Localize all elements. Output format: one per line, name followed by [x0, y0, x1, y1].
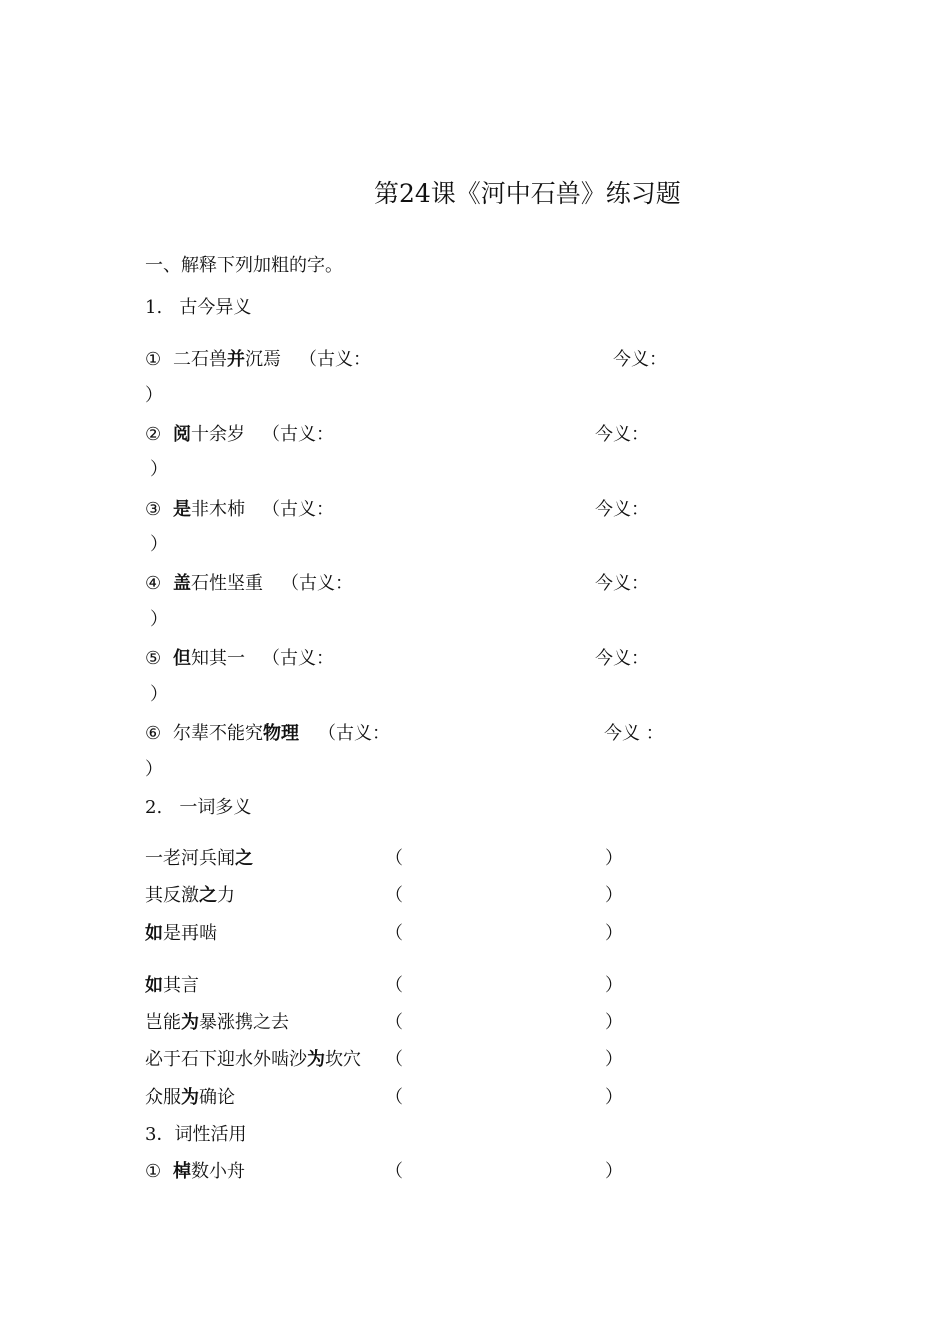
open-paren: （ [385, 885, 403, 906]
bold-char: 之 [235, 848, 253, 869]
close-paren: ） [605, 885, 623, 906]
modern-meaning-label: 今义： [595, 499, 649, 520]
close-paren: ） [605, 1087, 623, 1108]
modern-meaning-label: 今义： [595, 648, 649, 669]
close-paren: ） [605, 1049, 623, 1070]
item-phrase: 尔辈不能究物理 [173, 723, 299, 744]
polysemy-phrase: 众服为确论 [145, 1087, 235, 1108]
item-phrase: 但知其一 [173, 648, 245, 669]
bold-char: 并 [227, 349, 245, 370]
bold-char: 为 [181, 1087, 199, 1108]
close-paren: ） [605, 923, 623, 944]
bold-char: 是 [173, 499, 191, 520]
bold-char: 为 [181, 1012, 199, 1033]
open-paren: （ [385, 975, 403, 996]
bold-char: 但 [173, 648, 191, 669]
section-heading: 一、解释下列加粗的字。 [145, 255, 343, 276]
polysemy-phrase: 其反激之力 [145, 885, 235, 906]
part-heading-ancient-modern: 1. 古今异义 [145, 297, 252, 318]
ancient-meaning-label: （古义： [262, 499, 334, 520]
close-paren: ） [145, 759, 163, 780]
ancient-meaning-label: （古义： [262, 424, 334, 445]
close-paren: ） [150, 684, 168, 705]
item-phrase: 是非木杮 [173, 499, 245, 520]
item-num: ② [145, 424, 162, 445]
open-paren: （ [385, 848, 403, 869]
bold-char: 盖 [173, 573, 191, 594]
polysemy-phrase: 如其言 [145, 975, 199, 996]
close-paren: ） [605, 975, 623, 996]
close-paren: ） [150, 459, 168, 480]
ancient-meaning-label: （古义： [281, 573, 353, 594]
open-paren: （ [385, 1161, 403, 1182]
polysemy-phrase: 一老河兵闻之 [145, 848, 253, 869]
close-paren: ） [145, 385, 163, 406]
ancient-meaning-label: （古义： [318, 723, 390, 744]
item-phrase: 二石兽并沉焉 [173, 349, 281, 370]
part-heading-polysemy: 2. 一词多义 [145, 797, 252, 818]
item-phrase: 盖石性坚重 [173, 573, 263, 594]
open-paren: （ [385, 1049, 403, 1070]
close-paren: ） [605, 848, 623, 869]
item-num: ⑥ [145, 723, 162, 744]
item-num: ⑤ [145, 648, 162, 669]
modern-meaning-label: 今义： [595, 424, 649, 445]
modern-meaning-label: 今义 ： [604, 723, 664, 744]
polysemy-phrase: 必于石下迎水外啮沙为坎穴 [145, 1049, 361, 1070]
close-paren: ） [605, 1161, 623, 1182]
ancient-meaning-label: （古义： [262, 648, 334, 669]
bold-char: 如 [145, 923, 163, 944]
item-num: ① [145, 349, 162, 370]
close-paren: ） [605, 1012, 623, 1033]
bold-char: 棹 [173, 1161, 191, 1182]
page-title: 第24课《河中石兽》练习题 [374, 179, 681, 208]
word-class-phrase: 棹数小舟 [173, 1161, 245, 1182]
modern-meaning-label: 今义： [613, 349, 667, 370]
open-paren: （ [385, 923, 403, 944]
item-phrase: 阅十余岁 [173, 424, 245, 445]
bold-char: 如 [145, 975, 163, 996]
bold-char: 之 [199, 885, 217, 906]
modern-meaning-label: 今义： [595, 573, 649, 594]
open-paren: （ [385, 1012, 403, 1033]
open-paren: （ [385, 1087, 403, 1108]
item-num: ③ [145, 499, 162, 520]
close-paren: ） [150, 609, 168, 630]
part-heading-word-class: 3．词性活用 [145, 1124, 247, 1145]
item-num: ① [145, 1161, 162, 1182]
item-num: ④ [145, 573, 162, 594]
polysemy-phrase: 岂能为暴涨携之去 [145, 1012, 289, 1033]
bold-char: 物理 [263, 723, 299, 744]
close-paren: ） [150, 534, 168, 555]
bold-char: 为 [307, 1049, 325, 1070]
polysemy-phrase: 如是再啮 [145, 923, 217, 944]
ancient-meaning-label: （古义： [299, 349, 371, 370]
bold-char: 阅 [173, 424, 191, 445]
